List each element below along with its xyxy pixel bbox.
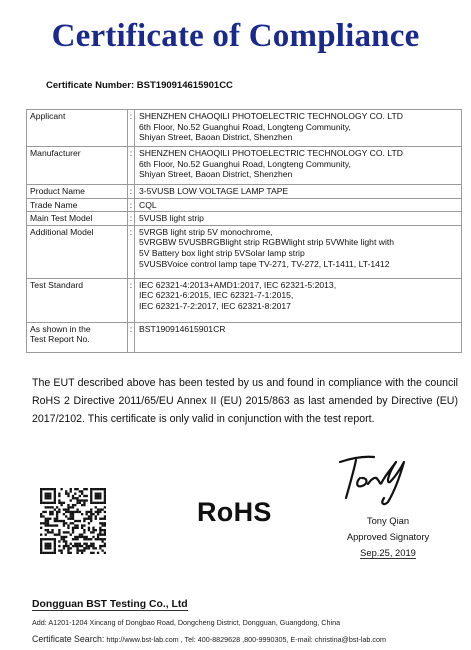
field-colon: : xyxy=(128,212,135,226)
test-report-value: BST190914615901CR xyxy=(135,322,462,352)
signer-title: Approved Signatory xyxy=(346,531,430,542)
additional-model-label: Additional Model xyxy=(27,225,128,278)
field-colon: : xyxy=(128,147,135,185)
test-standard-value xyxy=(135,278,462,322)
product-name-row xyxy=(27,185,462,199)
main-test-model-row xyxy=(27,212,462,226)
certificate-search-label: Certificate Search: xyxy=(32,634,105,644)
test-report-label xyxy=(27,322,128,352)
field-colon: : xyxy=(128,110,135,147)
field-colon: : xyxy=(128,225,135,278)
certificate-search-contact[interactable]: http://www.bst-lab.com , Tel: 400-8829628 ,800-9990305, E-mail: christina@bst-lab.com xyxy=(106,635,387,644)
additional-model-row xyxy=(27,225,462,278)
applicant-line: Shiyan Street, Baoan District, Shenzhen xyxy=(139,132,293,143)
additional-model-line: 5V Battery box light strip 5VSolar lamp strip xyxy=(139,247,305,258)
rohs-logo: RoHS xyxy=(197,497,272,527)
manufacturer-line: Shiyan Street, Baoan District, Shenzhen xyxy=(139,169,293,180)
trade-name-row xyxy=(27,198,462,212)
applicant-label: Applicant xyxy=(27,110,128,147)
additional-model-line: 5VUSBVoice control lamp tape TV-271, TV-272, LT-1411, LT-1412 xyxy=(139,258,390,269)
manufacturer-line: SHENZHEN CHAOQILI PHOTOELECTRIC TECHNOLOGY CO. LTD xyxy=(139,148,403,158)
footer-certificate-search xyxy=(32,634,386,644)
manufacturer-label: Manufacturer xyxy=(27,147,128,185)
signer-name: Tony Qian xyxy=(366,515,410,526)
applicant-value xyxy=(135,110,462,147)
footer-address: Add: A1201-1204 Xincang of Dongbao Road, Dongcheng District, Dongguan, Guangdong, China xyxy=(32,618,341,627)
product-name-value: 3-5VUSB LOW VOLTAGE LAMP TAPE xyxy=(135,185,462,199)
manufacturer-value xyxy=(135,147,462,185)
test-report-row xyxy=(27,322,462,352)
footer-company xyxy=(32,599,188,610)
signer-block xyxy=(333,513,443,545)
signature-date xyxy=(333,547,443,558)
main-test-model-label: Main Test Model xyxy=(27,212,128,226)
trade-name-label: Trade Name xyxy=(27,198,128,212)
additional-model-value xyxy=(135,225,462,278)
certificate-title: Certificate of Compliance xyxy=(51,18,420,54)
test-standard-line: IEC 62321-4:2013+AMD1:2017, IEC 62321-5:2013, xyxy=(139,279,337,290)
test-standard-line: IEC 62321-7-2:2017, IEC 62321-8:2017 xyxy=(139,300,291,311)
footer-company-name: Dongguan BST Testing Co., Ltd xyxy=(32,599,188,610)
additional-model-line: 5VRGBW 5VUSBRGBlight strip RGBWlight strip 5VWhite light with xyxy=(139,237,395,248)
applicant-row xyxy=(27,110,462,147)
test-standard-label: Test Standard xyxy=(27,278,128,322)
qr-code xyxy=(40,488,106,554)
field-colon: : xyxy=(128,198,135,212)
test-report-label-line: As shown in the xyxy=(30,323,91,334)
additional-model-line: 5VRGB light strip 5V monochrome, xyxy=(139,226,273,237)
test-standard-line: IEC 62321-6:2015, IEC 62321-7-1:2015, xyxy=(139,290,294,301)
field-colon: : xyxy=(128,278,135,322)
manufacturer-line: 6th Floor, No.52 Guanghui Road, Longteng Community, xyxy=(139,158,351,169)
product-name-label: Product Name xyxy=(27,185,128,199)
applicant-line: 6th Floor, No.52 Guanghui Road, Longteng Community, xyxy=(139,121,351,132)
certificate-info-table xyxy=(26,109,462,353)
certificate-number: Certificate Number: BST190914615901CC xyxy=(46,80,233,91)
main-test-model-value: 5VUSB light strip xyxy=(135,212,462,226)
test-report-label-line: Test Report No. xyxy=(30,334,90,345)
field-colon: : xyxy=(128,322,135,352)
test-standard-row xyxy=(27,278,462,322)
trade-name-value: CQL xyxy=(135,198,462,212)
compliance-statement: The EUT described above has been tested by us and found in compliance with the council RoHS 2 Directive 2011/65/EU Annex II (EU) 2015/863 as last amended by Directive (EU) 2017/2102. This certificate is only valid in conjunction with the test report. xyxy=(32,377,458,425)
handwritten-signature xyxy=(330,448,420,508)
manufacturer-row xyxy=(27,147,462,185)
field-colon: : xyxy=(128,185,135,199)
applicant-line: SHENZHEN CHAOQILI PHOTOELECTRIC TECHNOLOGY CO. LTD xyxy=(139,111,403,121)
signature-date-text: Sep.25, 2019 xyxy=(360,547,416,558)
